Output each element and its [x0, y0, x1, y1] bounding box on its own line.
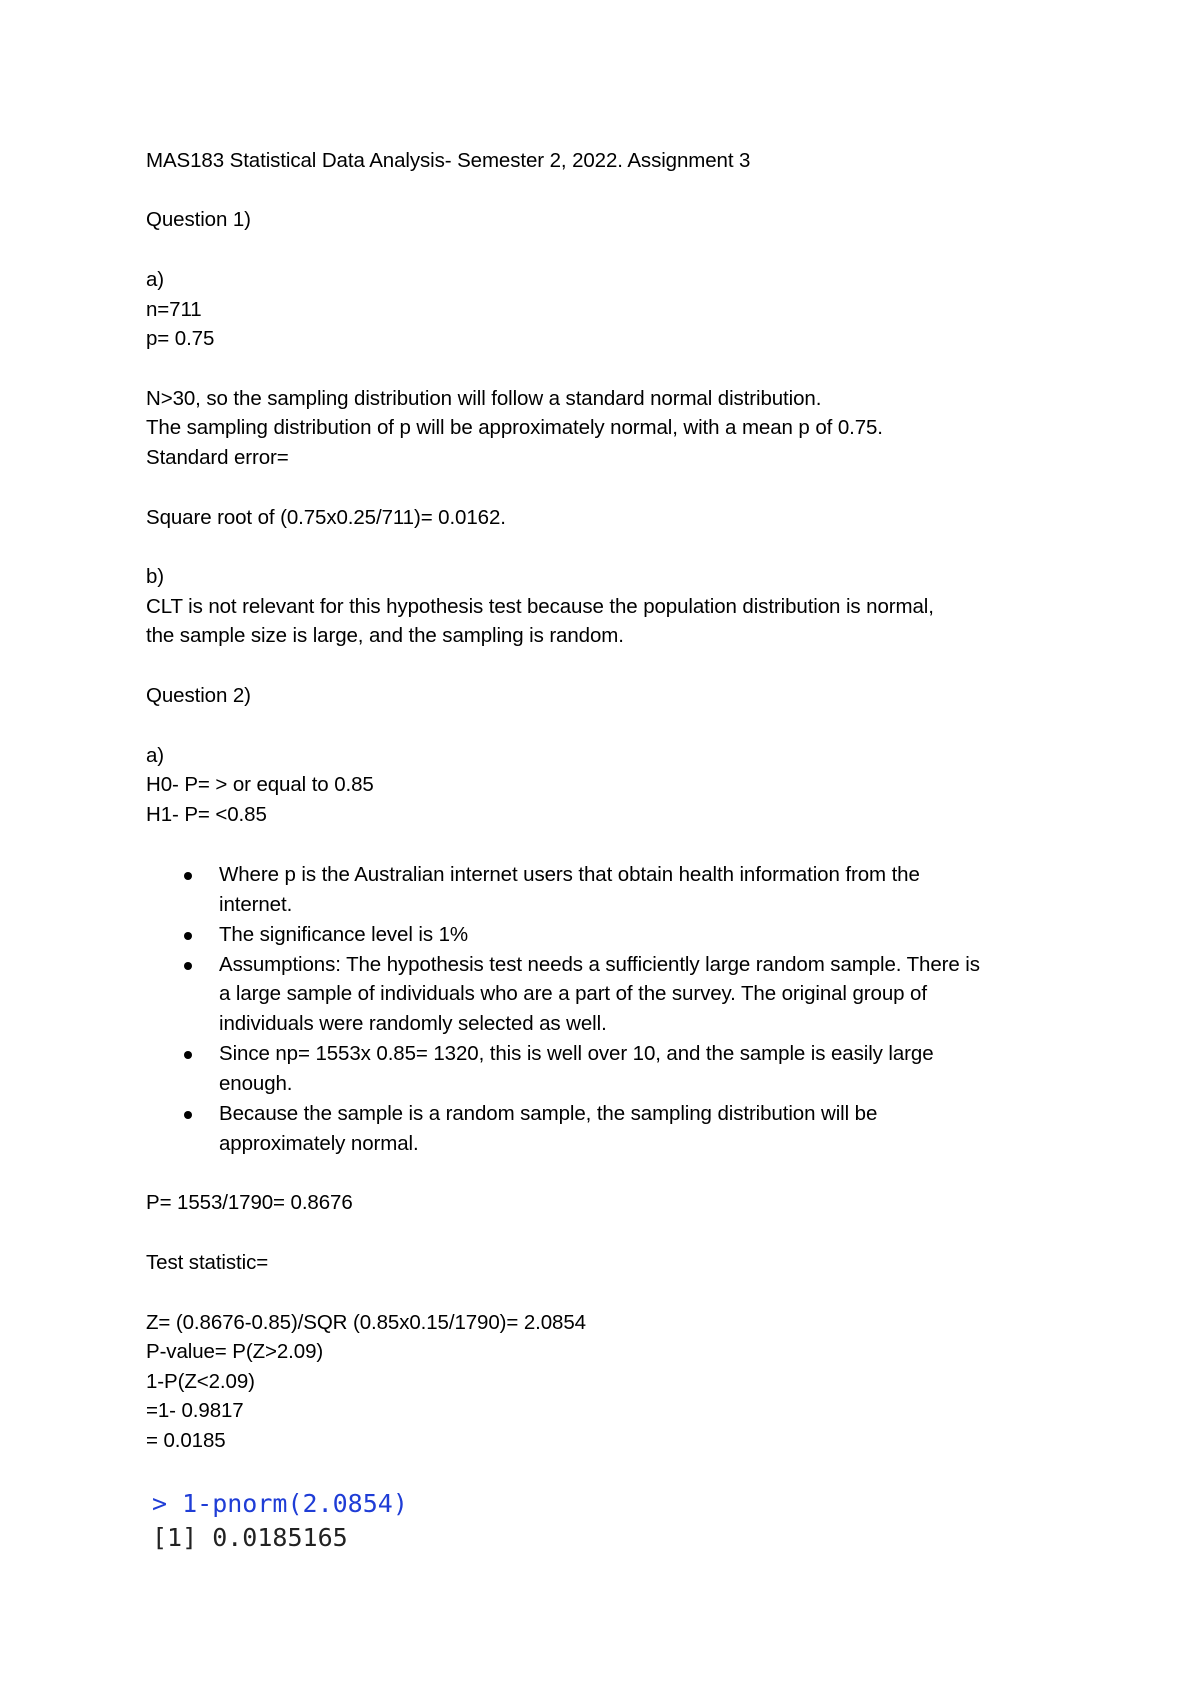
question-2-heading: Question 2)	[146, 684, 251, 707]
q2-step-2: =1- 0.9817	[146, 1399, 244, 1422]
q1-part-a-label: a)	[146, 268, 165, 291]
bullet-icon	[184, 962, 192, 970]
r-console-screenshot	[148, 1486, 424, 1562]
list-item-line: a large sample of individuals who are a part of the survey. The original group of	[219, 982, 927, 1005]
q1-paragraph-3: Standard error=	[146, 446, 289, 469]
list-item-line: enough.	[219, 1072, 293, 1095]
list-item-line: Where p is the Australian internet users that obtain health information from the	[219, 863, 920, 886]
question-1-heading: Question 1)	[146, 208, 251, 231]
bullet-icon	[184, 1111, 192, 1119]
q1-standard-error: Square root of (0.75x0.25/711)= 0.0162.	[146, 506, 506, 529]
q2-null-hypothesis: H0- P= > or equal to 0.85	[146, 773, 374, 796]
bullet-icon	[184, 872, 192, 880]
q2-alternative-hypothesis: H1- P= <0.85	[146, 803, 267, 826]
list-item-line: The significance level is 1%	[219, 923, 469, 946]
q1-n-value: n=711	[146, 298, 202, 321]
list-item-line: Since np= 1553x 0.85= 1320, this is well over 10, and the sample is easily large	[219, 1042, 934, 1065]
q2-p-value-expression: P-value= P(Z>2.09)	[146, 1340, 324, 1363]
q2-test-statistic-label: Test statistic=	[146, 1251, 269, 1274]
q1-paragraph-2: The sampling distribution of p will be approximately normal, with a mean p of 0.75.	[146, 416, 883, 439]
q2-step-1: 1-P(Z<2.09)	[146, 1370, 255, 1393]
q2-step-3: = 0.0185	[146, 1429, 226, 1452]
q1-paragraph-1: N>30, so the sampling distribution will follow a standard normal distribution.	[146, 387, 822, 410]
bullet-icon	[184, 1051, 192, 1059]
q2-part-a-label: a)	[146, 744, 165, 767]
q2-z-calculation: Z= (0.8676-0.85)/SQR (0.85x0.15/1790)= 2.0854	[146, 1311, 586, 1334]
list-item-line: Assumptions: The hypothesis test needs a sufficiently large random sample. There is	[219, 953, 980, 976]
list-item-line: approximately normal.	[219, 1132, 419, 1155]
q2-sample-proportion: P= 1553/1790= 0.8676	[146, 1191, 353, 1214]
r-console-command: > 1-pnorm(2.0854)	[152, 1489, 408, 1518]
r-console-output: [1] 0.0185165	[152, 1523, 348, 1552]
bullet-icon	[184, 932, 192, 940]
list-item-line: internet.	[219, 893, 293, 916]
q1-part-b-label: b)	[146, 565, 165, 588]
list-item-line: Because the sample is a random sample, the sampling distribution will be	[219, 1102, 878, 1125]
list-item-line: individuals were randomly selected as well.	[219, 1012, 607, 1035]
document-title: MAS183 Statistical Data Analysis- Semester 2, 2022. Assignment 3	[146, 149, 751, 172]
q1-p-value: p= 0.75	[146, 327, 215, 350]
q1-part-b-line-1: CLT is not relevant for this hypothesis test because the population distribution is normal,	[146, 595, 934, 618]
q1-part-b-line-2: the sample size is large, and the sampling is random.	[146, 624, 624, 647]
